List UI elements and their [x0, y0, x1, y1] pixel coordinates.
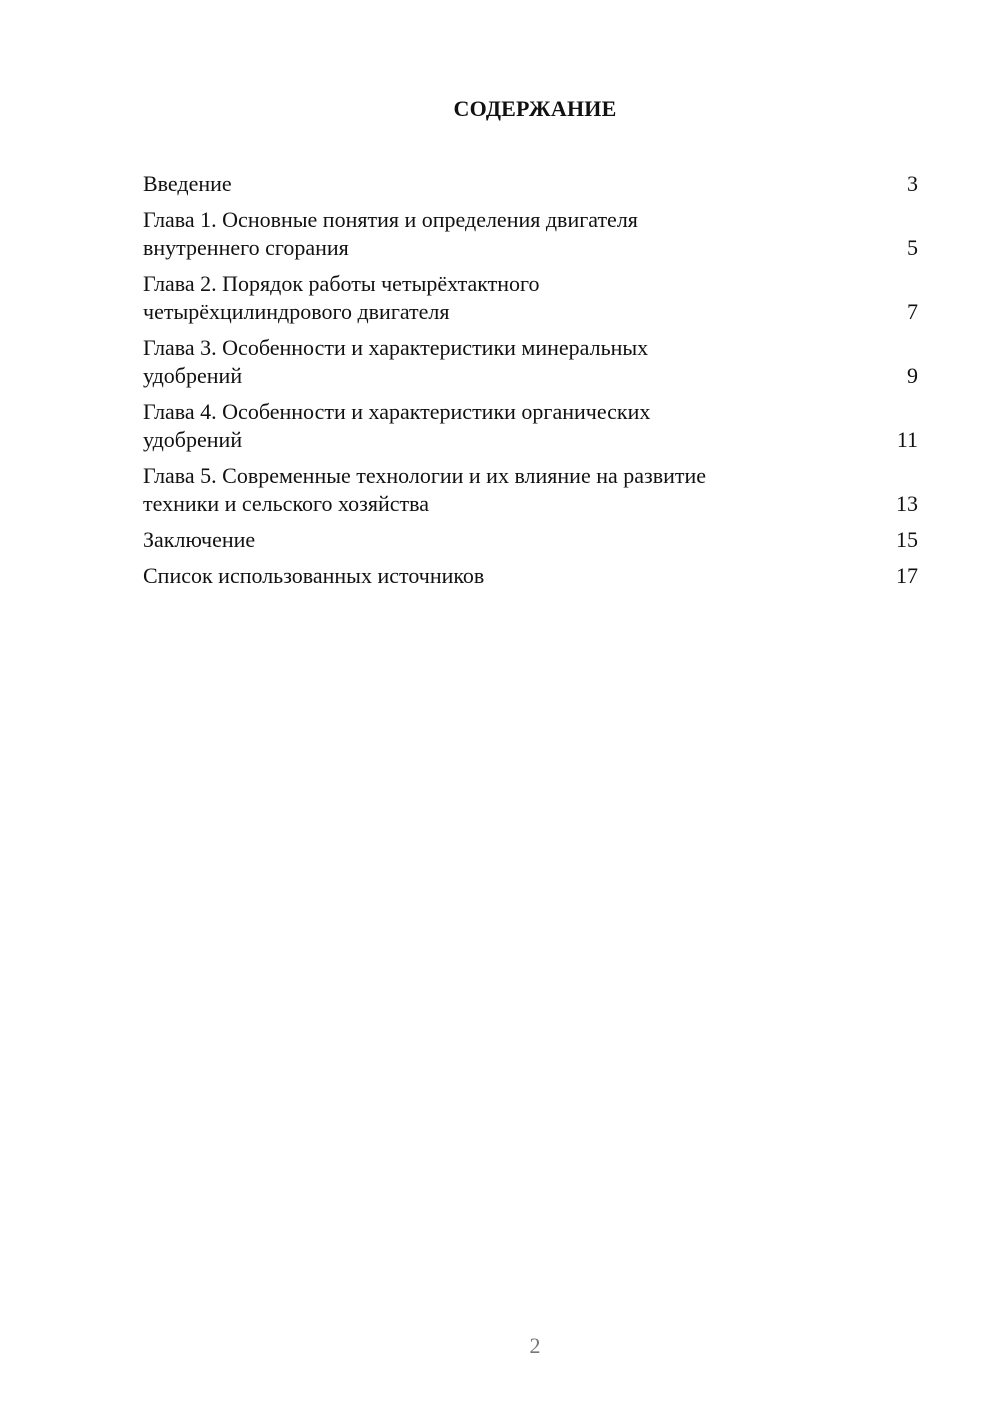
toc-entry-page: 7	[907, 299, 918, 324]
toc-entry-page: 17	[896, 563, 918, 588]
toc-entry-title: Заключение	[143, 527, 256, 552]
page-title: СОДЕРЖАНИЕ	[453, 96, 617, 121]
toc-entry-page: 15	[896, 527, 918, 552]
toc-entry-page: 3	[907, 171, 918, 196]
toc-entry-title: Глава 3. Особенности и характеристики минеральных удобрений	[143, 335, 649, 388]
toc-entry-title: Глава 5. Современные технологии и их влияние на развитие техники и сельского хозяйства	[143, 463, 707, 516]
toc-entry-title: Глава 1. Основные понятия и определения двигателя внутреннего сгорания	[143, 207, 638, 260]
toc-entry-references[interactable]	[143, 562, 918, 590]
toc-entry-page: 9	[907, 363, 918, 388]
toc-entry-chapter-3[interactable]	[143, 334, 918, 390]
toc-entry-title: Глава 4. Особенности и характеристики органических удобрений	[143, 399, 651, 452]
toc-entry-page: 5	[907, 235, 918, 260]
table-of-contents	[143, 170, 918, 598]
toc-entry-chapter-2[interactable]	[143, 270, 918, 326]
toc-entry-page: 11	[896, 427, 918, 452]
toc-entry-chapter-4[interactable]	[143, 398, 918, 454]
toc-entry-title: Глава 2. Порядок работы четырёхтактного четырёхцилиндрового двигателя	[143, 271, 540, 324]
toc-entry-chapter-1[interactable]	[143, 206, 918, 262]
toc-entry-introduction[interactable]	[143, 170, 918, 198]
toc-entry-page: 13	[896, 491, 918, 516]
page-number: 2	[529, 1333, 541, 1358]
toc-entry-title: Список использованных источников	[143, 563, 485, 588]
toc-entry-chapter-5[interactable]	[143, 462, 918, 518]
toc-entry-conclusion[interactable]	[143, 526, 918, 554]
toc-entry-title: Введение	[143, 171, 232, 196]
